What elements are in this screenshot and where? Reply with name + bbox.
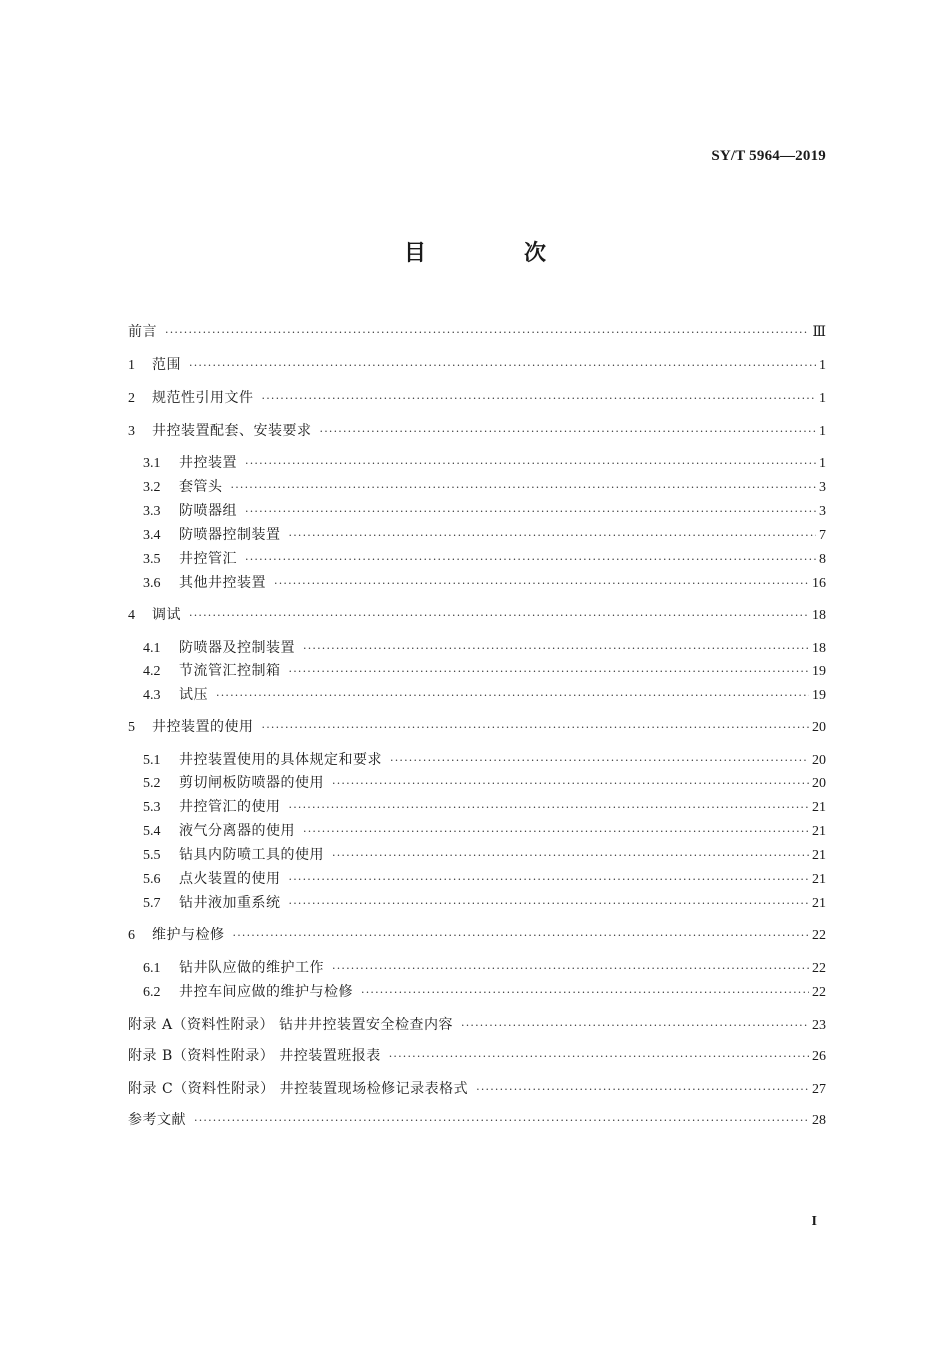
toc-entry-page: 28 xyxy=(812,1113,826,1128)
toc-entry-6-1[interactable] xyxy=(143,958,826,978)
toc-entry-number: 1 xyxy=(128,358,135,373)
toc-leader-dots xyxy=(262,718,810,738)
toc-entry-number: 3.6 xyxy=(143,576,161,591)
toc-entry-page: 22 xyxy=(812,985,826,1000)
toc-entry-number: 5.4 xyxy=(143,824,161,839)
toc-leader-dots xyxy=(194,1111,809,1131)
toc-entry-3-1[interactable] xyxy=(143,453,826,473)
toc-entry-number: 5.2 xyxy=(143,776,161,791)
toc-entry-4-2[interactable] xyxy=(143,661,826,681)
toc-entry-4[interactable] xyxy=(128,605,826,625)
toc-entry-label: 附录 C（资料性附录） 井控装置现场检修记录表格式 xyxy=(128,1081,469,1097)
toc-entry-number: 5.3 xyxy=(143,800,161,815)
toc-entry-label: 点火装置的使用 xyxy=(179,871,281,887)
toc-entry-page: 18 xyxy=(812,608,826,623)
toc-entry-number: 4.3 xyxy=(143,688,161,703)
toc-entry-page: 21 xyxy=(812,872,826,887)
toc-entry-page: 20 xyxy=(812,776,826,791)
toc-entry-number: 4 xyxy=(128,608,135,623)
toc-entry-page: 19 xyxy=(812,664,826,679)
toc-entry-4-1[interactable] xyxy=(143,638,826,658)
toc-entry-label: 节流管汇控制箱 xyxy=(179,663,281,679)
toc-entry-number: 5 xyxy=(128,720,135,735)
toc-entry-number: 5.5 xyxy=(143,848,161,863)
toc-entry-label: 井控车间应做的维护与检修 xyxy=(179,984,353,1000)
toc-entry-3[interactable] xyxy=(128,421,826,441)
toc-leader-dots xyxy=(189,606,809,626)
toc-entry-label: 钻具内防喷工具的使用 xyxy=(179,847,324,863)
toc-entry-5-7[interactable] xyxy=(143,893,826,913)
toc-entry-label: 防喷器及控制装置 xyxy=(179,640,295,656)
toc-entry-page: 16 xyxy=(812,576,826,591)
toc-entry-label: 井控装置的使用 xyxy=(152,719,254,735)
toc-entry-label: 参考文献 xyxy=(128,1112,186,1128)
toc-entry-5-2[interactable] xyxy=(143,773,826,793)
toc-entry-page: 7 xyxy=(819,528,826,543)
toc-entry-page: 1 xyxy=(819,391,826,406)
toc-entry-5-1[interactable] xyxy=(143,750,826,770)
toc-entry-number: 3.1 xyxy=(143,456,161,471)
toc-entry-label: 井控装置 xyxy=(179,455,237,471)
toc-entry-6[interactable] xyxy=(128,925,826,945)
toc-leader-dots xyxy=(389,1047,809,1067)
toc-entry-label: 其他井控装置 xyxy=(179,575,266,591)
page-title: 目 次 xyxy=(403,241,584,266)
toc-leader-dots xyxy=(245,454,816,474)
toc-leader-dots xyxy=(289,526,817,546)
toc-entry-page: 3 xyxy=(819,504,826,519)
toc-entry-label: 剪切闸板防喷器的使用 xyxy=(179,775,324,791)
page-number: I xyxy=(811,1214,817,1229)
toc-entry-3-5[interactable] xyxy=(143,549,826,569)
toc-entry-label: 防喷器控制装置 xyxy=(179,527,281,543)
toc-entry-page: 22 xyxy=(812,928,826,943)
toc-entry-page: 19 xyxy=(812,688,826,703)
toc-leader-dots xyxy=(262,389,817,409)
toc-leader-dots xyxy=(245,550,816,570)
toc-entry-label: 井控管汇 xyxy=(179,551,237,567)
toc-entry-3-2[interactable] xyxy=(143,477,826,497)
toc-entry-4-3[interactable] xyxy=(143,685,826,705)
toc-entry-label: 井控装置配套、安装要求 xyxy=(152,423,312,439)
toc-entry-page: 23 xyxy=(812,1018,826,1033)
toc-entry-label: 前言 xyxy=(128,324,157,340)
toc-entry-2[interactable] xyxy=(128,388,826,408)
toc-entry-number: 5.6 xyxy=(143,872,161,887)
toc-leader-dots xyxy=(332,846,809,866)
toc-leader-dots xyxy=(289,870,810,890)
toc-leader-dots xyxy=(320,422,817,442)
toc-leader-dots xyxy=(274,574,809,594)
toc-entry-label: 井控管汇的使用 xyxy=(179,799,281,815)
toc-leader-dots xyxy=(289,798,810,818)
toc-entry-3-6[interactable] xyxy=(143,573,826,593)
toc-entry-page: 1 xyxy=(819,456,826,471)
toc-entry-foreword[interactable] xyxy=(128,322,826,342)
toc-entry-page: 3 xyxy=(819,480,826,495)
toc-leader-dots xyxy=(332,959,809,979)
toc-entry-page: 20 xyxy=(812,753,826,768)
toc-entry-page: 21 xyxy=(812,896,826,911)
toc-entry-label: 规范性引用文件 xyxy=(152,390,254,406)
toc-entry-label: 附录 A（资料性附录） 钻井井控装置安全检查内容 xyxy=(128,1017,454,1033)
toc-entry-6-2[interactable] xyxy=(143,982,826,1002)
toc-leader-dots xyxy=(245,502,816,522)
toc-entry-references[interactable] xyxy=(128,1110,826,1130)
toc-entry-5-6[interactable] xyxy=(143,869,826,889)
toc-entry-label: 附录 B（资料性附录） 井控装置班报表 xyxy=(128,1048,381,1064)
toc-leader-dots xyxy=(390,751,809,771)
toc-entry-page: 8 xyxy=(819,552,826,567)
toc-entry-number: 2 xyxy=(128,391,135,406)
toc-leader-dots xyxy=(332,774,809,794)
toc-entry-number: 3.3 xyxy=(143,504,161,519)
toc-entry-number: 5.7 xyxy=(143,896,161,911)
toc-entry-number: 3.4 xyxy=(143,528,161,543)
toc-leader-dots xyxy=(303,639,809,659)
toc-entry-number: 4.1 xyxy=(143,641,161,656)
toc-entry-label: 维护与检修 xyxy=(152,927,225,943)
toc-entry-label: 试压 xyxy=(179,687,208,703)
toc-leader-dots xyxy=(289,894,810,914)
toc-leader-dots xyxy=(476,1080,809,1100)
toc-entry-page: 1 xyxy=(819,358,826,373)
toc-entry-page: 1 xyxy=(819,424,826,439)
toc-leader-dots xyxy=(461,1016,809,1036)
toc-leader-dots xyxy=(216,686,809,706)
toc-entry-5-4[interactable] xyxy=(143,821,826,841)
toc-entry-5-3[interactable] xyxy=(143,797,826,817)
toc-entry-appendix-b[interactable] xyxy=(128,1046,826,1066)
toc-entry-page: 27 xyxy=(812,1082,826,1097)
toc-entry-label: 调试 xyxy=(152,607,181,623)
toc-entry-page: 21 xyxy=(812,800,826,815)
toc-entry-number: 5.1 xyxy=(143,753,161,768)
toc-entry-label: 套管头 xyxy=(179,479,223,495)
toc-leader-dots xyxy=(165,323,809,343)
toc-leader-dots xyxy=(289,662,810,682)
toc-entry-label: 井控装置使用的具体规定和要求 xyxy=(179,752,382,768)
toc-entry-number: 6.2 xyxy=(143,985,161,1000)
toc-entry-number: 6 xyxy=(128,928,135,943)
toc-entry-number: 3.2 xyxy=(143,480,161,495)
toc-entry-number: 6.1 xyxy=(143,961,161,976)
toc-entry-3-4[interactable] xyxy=(143,525,826,545)
toc-entry-label: 防喷器组 xyxy=(179,503,237,519)
toc-entry-3-3[interactable] xyxy=(143,501,826,521)
toc-entry-label: 液气分离器的使用 xyxy=(179,823,295,839)
toc-entry-appendix-c[interactable] xyxy=(128,1079,826,1099)
toc-entry-label: 钻井液加重系统 xyxy=(179,895,281,911)
standard-code: SY/T 5964—2019 xyxy=(711,148,826,164)
toc-entry-5-5[interactable] xyxy=(143,845,826,865)
toc-entry-page: 21 xyxy=(812,824,826,839)
toc-entry-label: 钻井队应做的维护工作 xyxy=(179,960,324,976)
toc-leader-dots xyxy=(231,478,817,498)
toc-entry-label: 范围 xyxy=(152,357,181,373)
toc-entry-number: 4.2 xyxy=(143,664,161,679)
toc-entry-page: Ⅲ xyxy=(812,325,826,340)
toc-leader-dots xyxy=(189,356,816,376)
toc-leader-dots xyxy=(361,983,809,1003)
toc-entry-page: 20 xyxy=(812,720,826,735)
toc-entry-number: 3 xyxy=(128,424,135,439)
toc-entry-page: 21 xyxy=(812,848,826,863)
toc-entry-number: 3.5 xyxy=(143,552,161,567)
toc-entry-page: 18 xyxy=(812,641,826,656)
toc-leader-dots xyxy=(303,822,809,842)
toc-entry-5[interactable] xyxy=(128,717,826,737)
toc-entry-appendix-a[interactable] xyxy=(128,1015,826,1035)
toc-leader-dots xyxy=(233,926,810,946)
toc-entry-page: 22 xyxy=(812,961,826,976)
toc-entry-page: 26 xyxy=(812,1049,826,1064)
toc-entry-1[interactable] xyxy=(128,355,826,375)
